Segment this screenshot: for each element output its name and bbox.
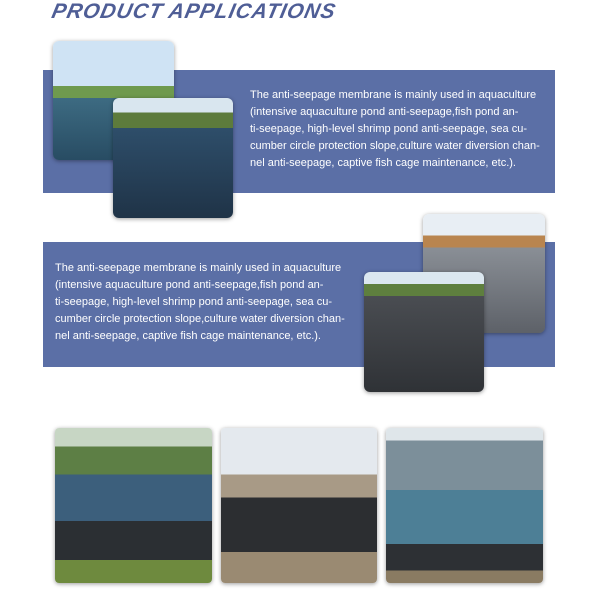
section-2-text: [55, 260, 345, 345]
text-line: ti-seepage, high-level shrimp pond anti-seepage, sea cu-: [55, 296, 332, 308]
pond-photo-2: [113, 98, 233, 218]
text-line: nel anti-seepage, captive fish cage maintenance, etc.).: [250, 157, 516, 169]
liner-photo-2: [364, 272, 484, 392]
text-line: cumber circle protection slope,culture water diversion chan-: [250, 140, 540, 152]
text-line: (intensive aquaculture pond anti-seepage,fish pond an-: [250, 106, 519, 118]
fish-tank-photo-1: [55, 428, 212, 583]
text-line: The anti-seepage membrane is mainly used in aquaculture: [55, 262, 342, 274]
text-line: The anti-seepage membrane is mainly used in aquaculture: [250, 89, 537, 101]
fish-tank-photo-2: [221, 428, 377, 583]
text-line: (intensive aquaculture pond anti-seepage,fish pond an-: [55, 279, 324, 291]
section-1-text: [250, 87, 540, 172]
page-title: PRODUCT APPLICATIONS: [49, 0, 339, 23]
text-line: cumber circle protection slope,culture water diversion chan-: [55, 313, 345, 325]
text-line: nel anti-seepage, captive fish cage maintenance, etc.).: [55, 330, 321, 342]
fish-tank-photo-3: [386, 428, 543, 583]
text-line: ti-seepage, high-level shrimp pond anti-seepage, sea cu-: [250, 123, 527, 135]
